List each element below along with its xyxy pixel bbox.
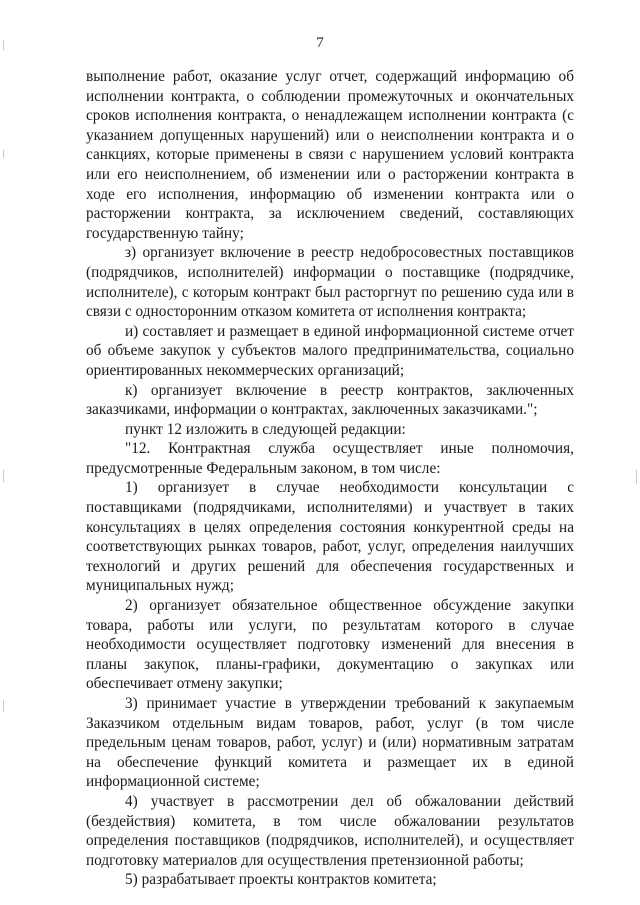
subitem-3: 3) принимает участие в утверждении требований к закупаемым Заказчиком отдельным видам товаров, работ, услуг (в том числе предельным ценам товаров, работ, услуг) и (или) нормативным затратам на обеспечение функций комитета и размещает их в единой информационной системе; — [86, 695, 574, 791]
paragraph-item-z: з) организует включение в реестр недобросовестных поставщиков (подрядчиков, исполнителей) информации о поставщике (подрядчике, исполнителе), с которым контракт был расторгнут по решению суда или в связи с односторонним отказом комитета от исполнения контракта; — [86, 244, 574, 321]
document-body — [86, 67, 574, 890]
clause-12-word: служба — [268, 440, 316, 458]
clause-12-word: иные — [440, 440, 474, 458]
clause-12-word: осуществляет — [332, 440, 423, 458]
subitem-2: 2) организует обязательное общественное обсуждение закупки товара, работы или услуги, по результатам которого в случае необходимости осуществляет подготовку изменений для внесения в планы закупок, планы-графики, документацию о закупках или обеспечивает отмену закупки; — [86, 597, 574, 693]
clause-12-heading-line — [86, 439, 574, 459]
subitem-5: 5) разрабатывает проекты контрактов комитета; — [125, 871, 437, 889]
scan-edge-mark — [3, 150, 4, 158]
subitem-4: 4) участвует в рассмотрении дел об обжаловании действий (бездействия) комитета, в том числе обжаловании результатов определения поставщиков (подрядчиков, исполнителей), и осуществляет подготовку материалов для осуществления претензионной работы; — [86, 792, 574, 869]
paragraph-report-contents: выполнение работ, оказание услуг отчет, содержащий информацию об исполнении контракта, о соблюдении промежуточных и окончательных сроков исполнения контракта, о ненадлежащем исполнении контракта (с указанием допущенных нарушений) или о неисполнении контракта и о санкциях, которые применены в связи с нарушением условий контракта или его неисполнением, об изменении или о расторжении контракта в ходе его исполнения, информацию об изменении контракта или о расторжении контракта, за исключением сведений, составляющих государственную тайну; — [86, 68, 574, 242]
subitem-1: 1) организует в случае необходимости консультации с поставщиками (подрядчиками, исполнителями) и участвует в таких консультациях в целях определения состояния конкурентной среды на соответствующих рынках товаров, работ, услуг, определения наилучших технологий и других решений для обеспечения государственных и муниципальных нужд; — [86, 479, 574, 595]
paragraph-item-i: и) составляет и размещает в единой информационной системе отчет об объеме закупок у субъектов малого предпринимательства, социально ориентированных некоммерческих организаций; — [86, 322, 574, 379]
page-number: 7 — [316, 35, 324, 51]
clause-12-continuation: предусмотренные Федеральным законом, в том числе: — [86, 459, 441, 477]
clause-12-word: полномочия, — [491, 440, 574, 458]
scan-edge-mark — [3, 40, 4, 50]
scan-edge-mark — [3, 700, 4, 712]
clause-12-word: "12. — [125, 440, 151, 458]
paragraph-clause-12-intro: пункт 12 изложить в следующей редакции: — [125, 420, 406, 438]
clause-12-word: Контрактная — [168, 440, 251, 458]
scan-edge-mark — [3, 470, 4, 482]
paragraph-item-k: к) организует включение в реестр контрактов, заключенных заказчиками, информации о контрактах, заключенных заказчиками."; — [86, 381, 574, 419]
scan-edge-mark — [636, 470, 637, 484]
